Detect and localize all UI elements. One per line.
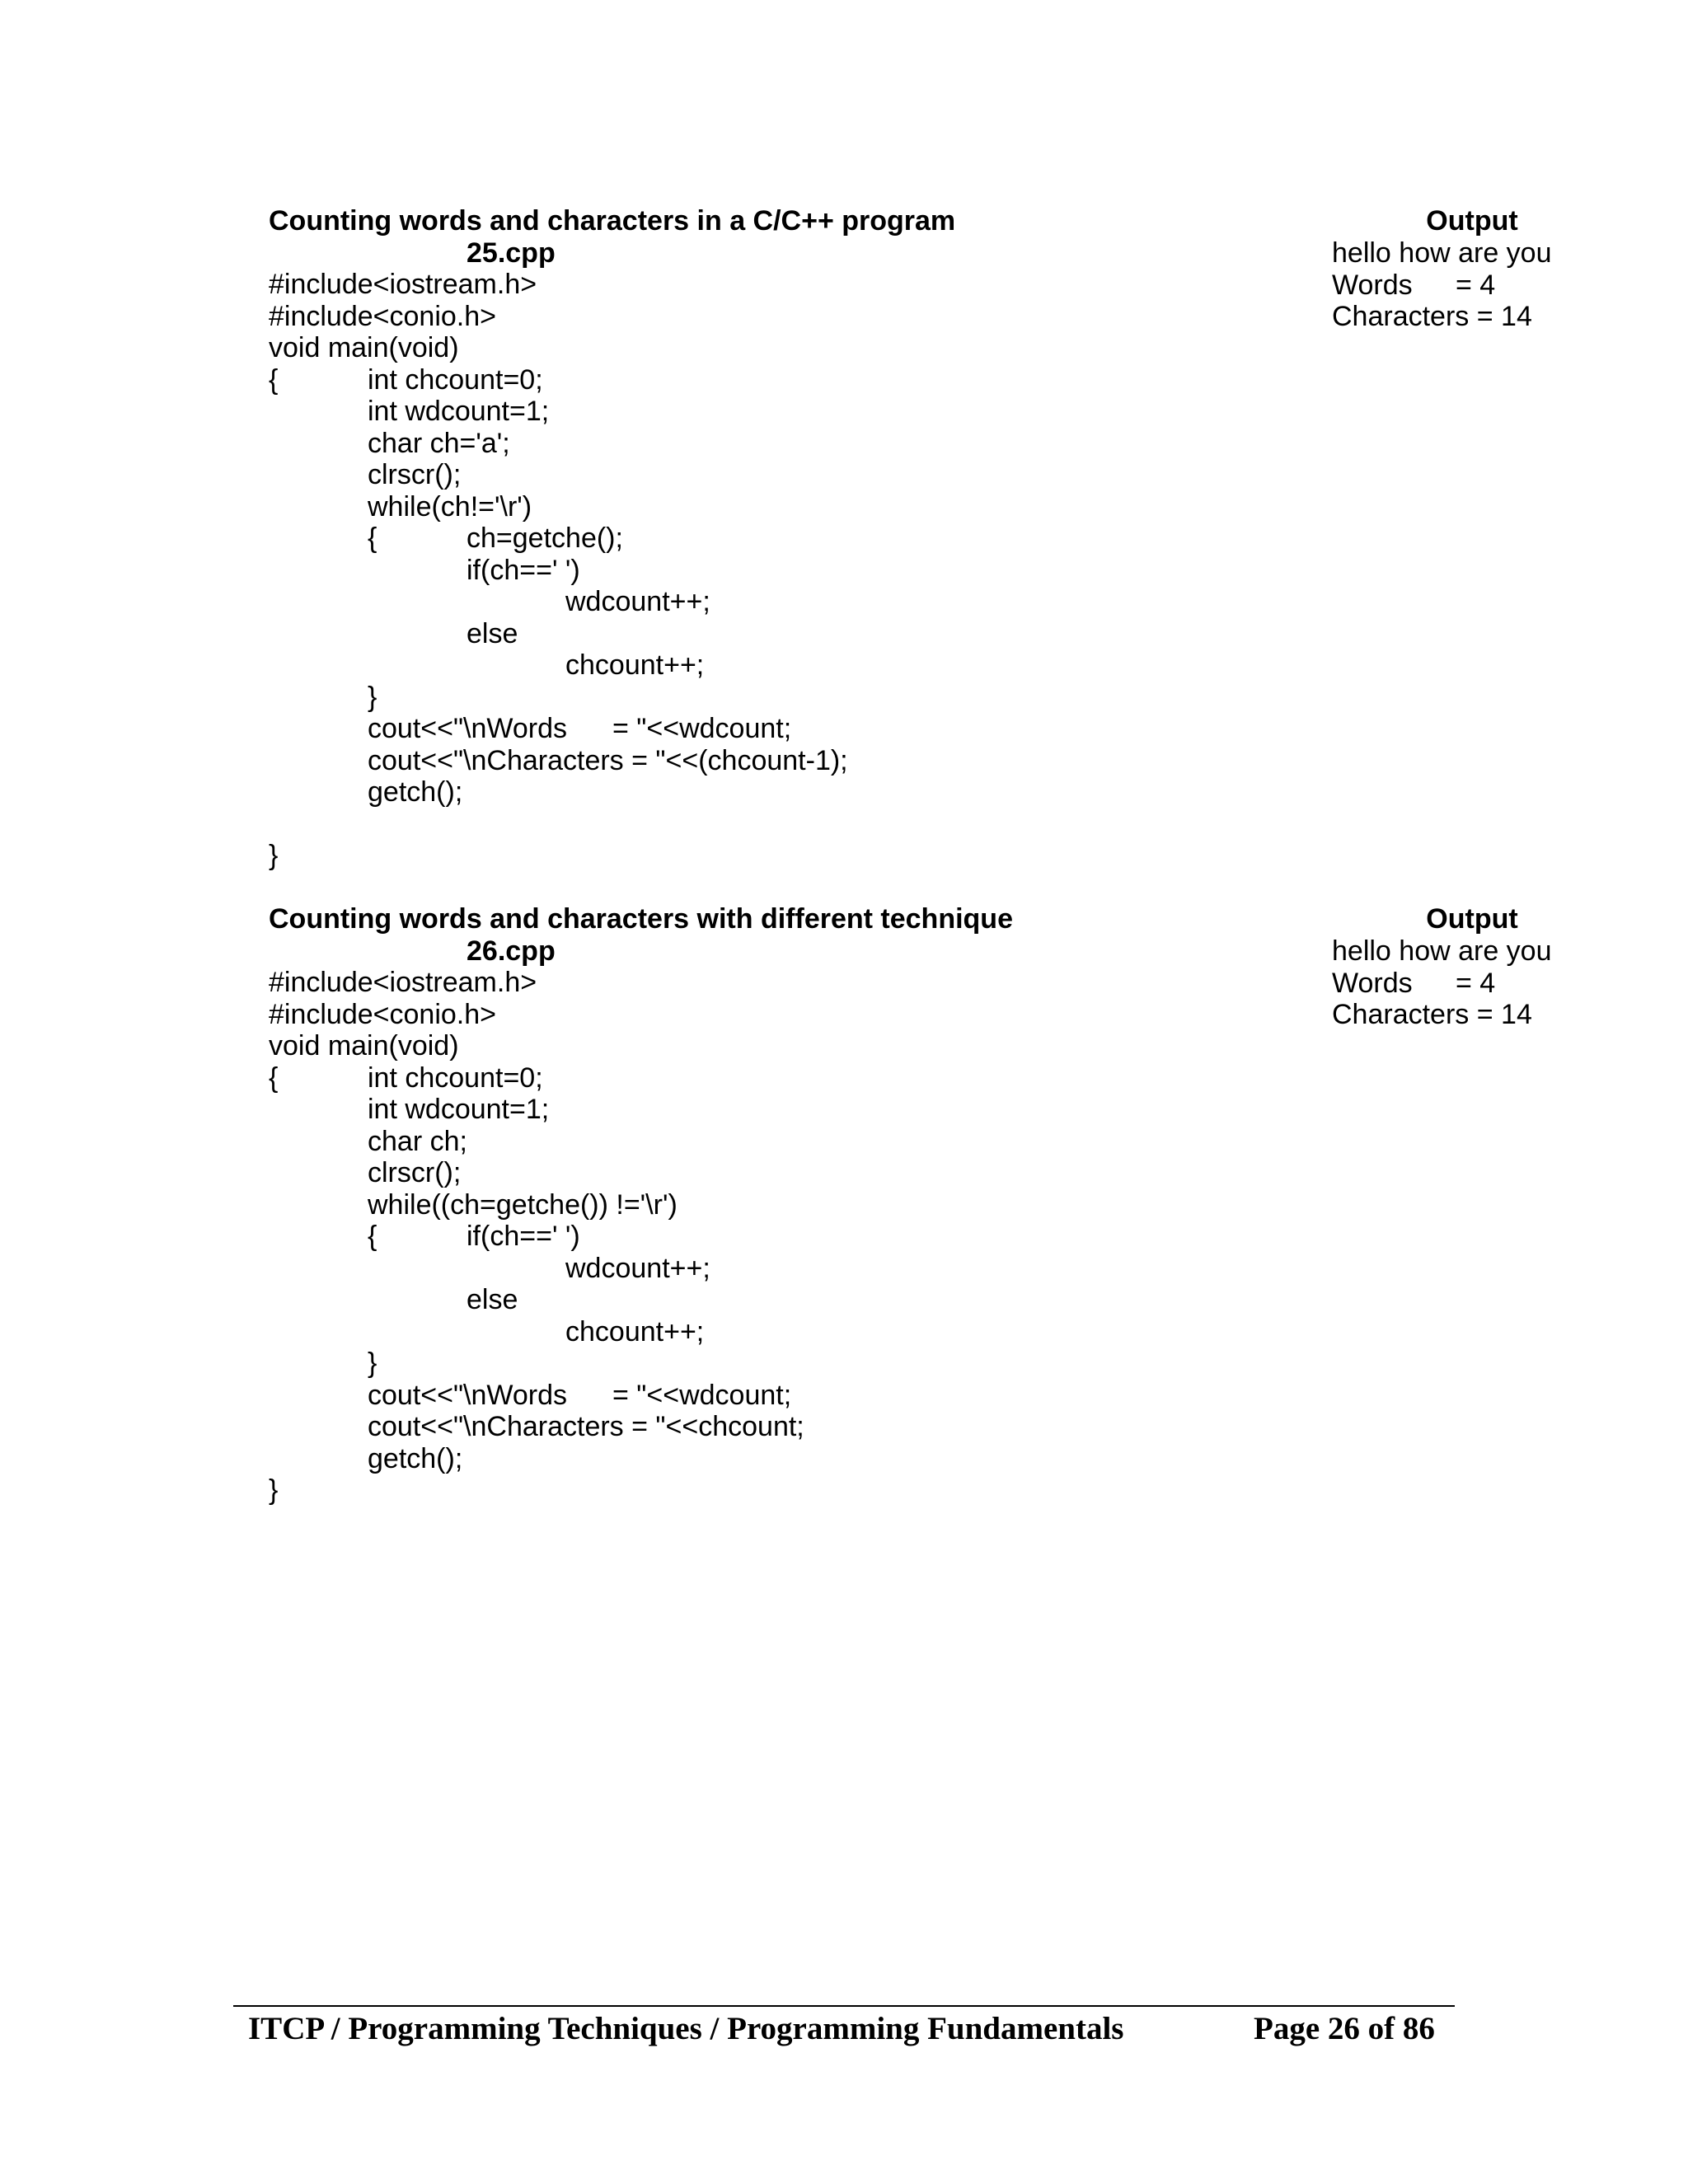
code-line <box>269 1380 1423 1412</box>
footer-course-title: ITCP / Programming Techniques / Programming Fundamentals <box>248 2011 1124 2046</box>
code-line <box>269 776 1423 808</box>
code-line <box>269 1347 1423 1380</box>
code-line <box>269 555 1423 587</box>
code-text: } <box>269 1474 279 1506</box>
code-line <box>269 269 1423 301</box>
code-line <box>269 840 1423 872</box>
code-text: else <box>467 1284 518 1315</box>
code-text: char ch='a'; <box>368 427 510 459</box>
code-text: void main(void) <box>269 332 459 363</box>
code-line <box>269 618 1423 650</box>
code-text: if(ch==' ') <box>467 1221 580 1252</box>
code-line <box>269 745 1423 777</box>
code-text: cout<<"\nCharacters = "<<(chcount-1); <box>368 744 848 776</box>
code-text: int chcount=0; <box>368 1062 543 1094</box>
code-text: ch=getche(); <box>467 523 623 554</box>
code-line <box>269 967 1423 999</box>
code-line <box>269 1474 1423 1507</box>
code-line <box>269 1284 1423 1316</box>
code-text: else <box>467 617 518 649</box>
code-line <box>269 301 1423 333</box>
code-text: clrscr(); <box>368 459 462 490</box>
code-text: } <box>368 681 377 713</box>
code-text: char ch; <box>368 1125 467 1157</box>
code-line <box>269 1157 1423 1189</box>
code-line <box>269 491 1423 523</box>
output-line: hello how are you <box>1332 935 1552 967</box>
code-listing <box>269 269 1423 872</box>
output-line: Words = 4 <box>1332 967 1496 999</box>
output-line: Words = 4 <box>1332 269 1496 301</box>
code-line <box>269 999 1423 1031</box>
file-name: 25.cpp <box>467 237 556 269</box>
code-line <box>269 1316 1423 1348</box>
code-line <box>269 523 1423 555</box>
code-text: #include<conio.h> <box>269 300 497 332</box>
code-text: int wdcount=1; <box>368 1094 550 1125</box>
code-text: cout<<"\nWords <box>368 1379 568 1411</box>
section-title: Counting words and characters in a C/C++ program <box>269 205 956 237</box>
code-listing <box>269 967 1423 1507</box>
code-line <box>269 1094 1423 1126</box>
code-text: #include<iostream.h> <box>269 967 537 998</box>
code-line <box>269 1030 1423 1062</box>
code-line <box>269 808 1423 841</box>
code-text: int chcount=0; <box>368 363 543 396</box>
code-text: { <box>368 1221 377 1252</box>
output-panel <box>1332 204 1662 333</box>
code-text: getch(); <box>368 776 463 808</box>
program-section-26 <box>269 902 1552 1507</box>
code-line <box>269 1221 1423 1253</box>
output-line: hello how are you <box>1332 237 1552 269</box>
code-line <box>269 1443 1423 1475</box>
code-text: } <box>269 840 279 871</box>
code-text: if(ch==' ') <box>467 554 580 586</box>
code-text: #include<iostream.h> <box>269 269 537 300</box>
code-line <box>269 1253 1423 1285</box>
section-title: Counting words and characters with different technique <box>269 903 1013 935</box>
page-footer <box>233 2005 1455 2046</box>
code-text: clrscr(); <box>368 1157 462 1188</box>
code-line <box>269 459 1423 491</box>
code-line <box>269 332 1423 364</box>
output-heading: Output <box>1426 903 1518 935</box>
code-line <box>269 682 1423 714</box>
code-text: chcount++; <box>565 1315 705 1347</box>
code-text: while((ch=getche()) !='\r') <box>368 1188 678 1221</box>
code-text: #include<conio.h> <box>269 998 497 1030</box>
code-text: = "<<wdcount; <box>612 713 792 744</box>
code-text: void main(void) <box>269 1030 459 1062</box>
output-heading: Output <box>1426 205 1518 237</box>
code-text: wdcount++; <box>565 1252 710 1284</box>
code-line <box>269 396 1423 428</box>
code-text: cout<<"\nWords <box>368 713 568 744</box>
output-line: Characters = 14 <box>1332 999 1532 1030</box>
file-name: 26.cpp <box>467 935 556 967</box>
code-text: cout<<"\nCharacters = "<<chcount; <box>368 1411 804 1442</box>
code-line <box>269 586 1423 618</box>
code-text: = "<<wdcount; <box>612 1379 792 1411</box>
page-number: Page 26 of 86 <box>1254 2011 1435 2046</box>
program-section-25 <box>269 204 1552 872</box>
code-text: getch(); <box>368 1442 463 1474</box>
code-line <box>269 1062 1423 1094</box>
code-text: wdcount++; <box>565 586 710 617</box>
code-text: while(ch!='\r') <box>368 490 532 523</box>
output-line: Characters = 14 <box>1332 301 1532 332</box>
code-text: { <box>368 523 377 554</box>
code-line <box>269 1411 1423 1443</box>
code-line <box>269 713 1423 745</box>
code-line <box>269 428 1423 460</box>
output-panel <box>1332 902 1662 1031</box>
code-text: { <box>269 1062 279 1094</box>
code-line <box>269 1189 1423 1221</box>
code-line <box>269 364 1423 396</box>
code-text: int wdcount=1; <box>368 396 550 427</box>
code-text: chcount++; <box>565 649 705 681</box>
code-line <box>269 649 1423 682</box>
code-line <box>269 1126 1423 1158</box>
code-text: } <box>368 1347 377 1379</box>
code-text: { <box>269 363 279 396</box>
